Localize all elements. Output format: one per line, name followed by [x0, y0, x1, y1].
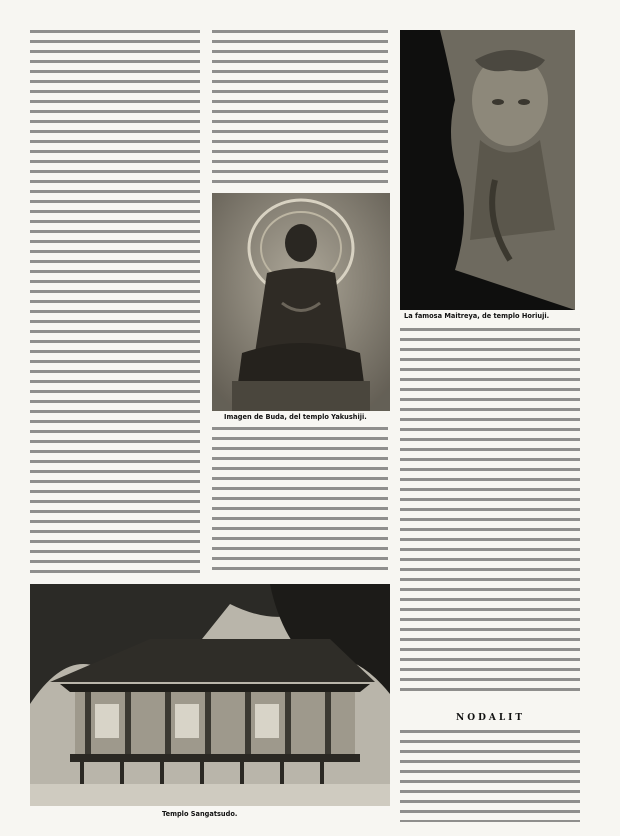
buddha-caption: Imagen de Buda, del templo Yakushiji. — [224, 413, 367, 421]
section-heading: NODALIT — [456, 713, 526, 723]
temple-caption: Templo Sangatsudo. — [162, 810, 238, 818]
buddha-illustration — [212, 193, 390, 411]
buddha-photo — [212, 193, 390, 411]
article-column-left — [30, 30, 200, 580]
maitreya-illustration — [400, 30, 575, 310]
article-column-middle-top — [212, 30, 388, 185]
maitreya-photo — [400, 30, 575, 310]
temple-illustration — [30, 584, 390, 806]
temple-photo — [30, 584, 390, 806]
article-column-right-bottom — [400, 730, 580, 822]
article-column-middle-bottom — [212, 427, 388, 577]
maitreya-caption: La famosa Maitreya, de templo Horiuji. — [404, 312, 550, 320]
article-column-right-top — [400, 328, 580, 698]
